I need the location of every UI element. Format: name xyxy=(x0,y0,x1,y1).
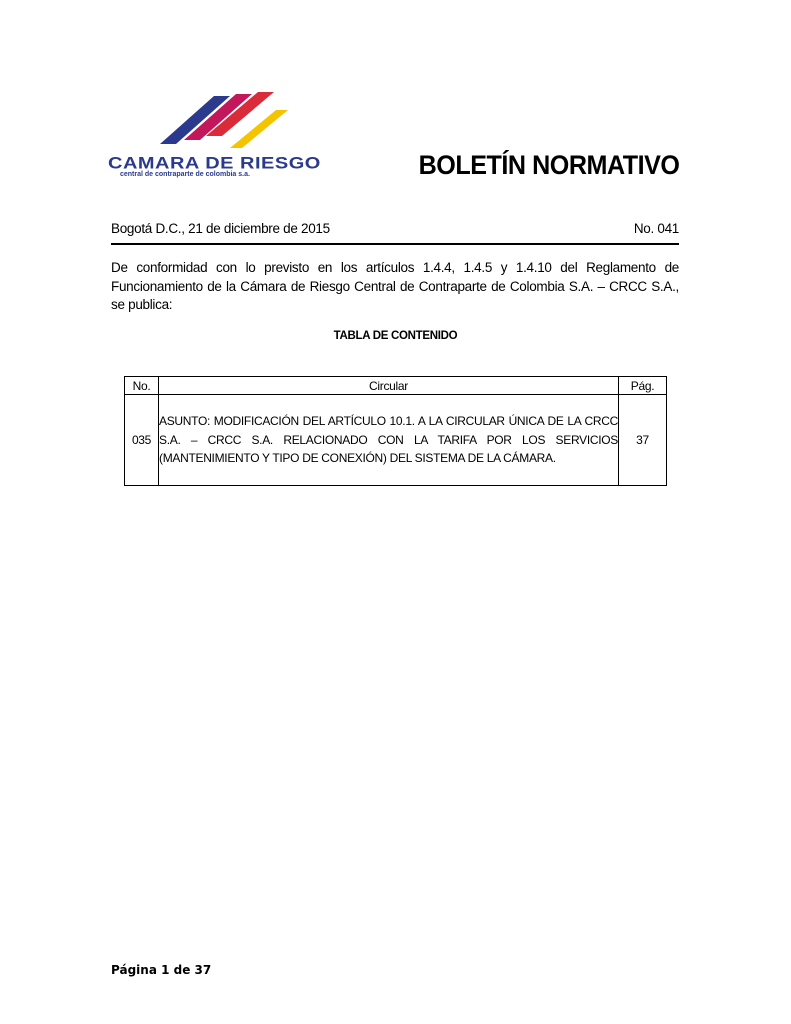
table-row xyxy=(125,395,667,486)
logo-stripes-icon xyxy=(156,88,291,152)
bulletin-number: No. 041 xyxy=(633,221,679,236)
header-divider xyxy=(111,243,679,245)
toc-row-page-link[interactable]: 37 xyxy=(619,395,667,486)
bulletin-date: Bogotá D.C., 21 de diciembre de 2015 xyxy=(111,221,330,236)
company-logo xyxy=(108,88,321,188)
logo-tagline: central de contraparte de colombia s.a. xyxy=(120,171,250,178)
page-number: Página 1 de 37 xyxy=(111,963,212,977)
document-title: BOLETÍN NORMATIVO xyxy=(418,150,679,180)
logo-name: CAMARA DE RIESGO xyxy=(108,154,321,173)
toc-table xyxy=(124,376,667,486)
toc-col-circular: Circular xyxy=(159,377,619,395)
intro-paragraph: De conformidad con lo previsto en los artículos 1.4.4, 1.4.5 y 1.4.10 del Reglamento de Funcionamiento de la Cámara de Riesgo Central de Contraparte de Colombia S.A. – CRCC S.A., se publica: xyxy=(111,260,679,312)
toc-col-no: No. xyxy=(125,377,159,395)
toc-header-row xyxy=(125,377,667,395)
toc-heading: TABLA DE CONTENIDO xyxy=(333,330,458,342)
toc-row-circular: ASUNTO: MODIFICACIÓN DEL ARTÍCULO 10.1. A LA CIRCULAR ÚNICA DE LA CRCC S.A. – CRCC S.A. RELACIONADO CON LA TARIFA POR LOS SERVICIOS (MANTENIMIENTO Y TIPO DE CONEXIÓN) DEL SISTEMA DE LA CÁMARA. xyxy=(159,395,619,486)
toc-col-pag: Pág. xyxy=(619,377,667,395)
toc-row-no: 035 xyxy=(125,395,159,486)
meta-row xyxy=(111,221,679,239)
